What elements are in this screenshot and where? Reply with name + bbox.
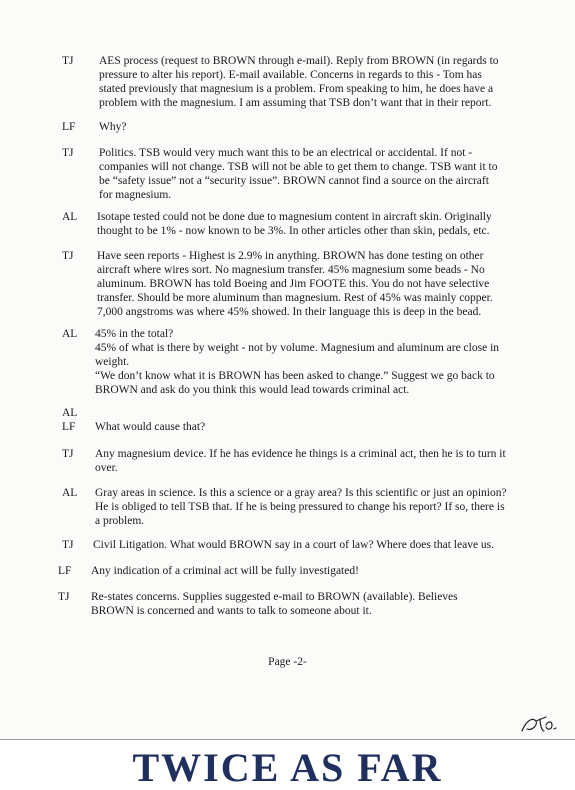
entry-text (95, 420, 507, 434)
entry-text (93, 538, 513, 552)
entry-text (91, 590, 471, 618)
speaker-label: AL LF (62, 407, 78, 433)
entry-paragraph: 45% in the total? (95, 328, 174, 340)
entry-paragraph: Isotape tested could not be done due to magnesium content in aircraft skin. Originally thought to be 1% - now known to be 3%. In other articles other than skin, pedals, etc. (97, 211, 492, 237)
speaker-label: TJ (62, 539, 74, 551)
speaker-label: TJ (62, 55, 74, 67)
entry-paragraph: Have seen reports - Highest is 2.9% in anything. BROWN has done testing on other aircraft where wires sort. No magnesium transfer. 45% magnesium some beads - No aluminum. BROWN has told Boeing and Jim FOOTE this. You do not have selective transfer. Should be more aluminum than magnesium. Rest of 45% was mainly copper. 7,000 angstroms was where 45% showed. In their language this is deep in the bead. (97, 250, 493, 318)
speaker-label: AL (62, 211, 78, 223)
speaker-label: AL (62, 487, 78, 499)
entry-paragraph: “We don’t know what it is BROWN has been asked to change.” Suggest we go back to BROWN and ask do you think this would lead towards criminal act. (95, 370, 495, 396)
entry-paragraph: Civil Litigation. What would BROWN say in a court of law? Where does that leave us. (93, 539, 495, 551)
speaker-label: AL (62, 328, 78, 340)
entry-paragraph: Politics. TSB would very much want this to be an electrical or accidental. If not - companies will not change. TSB will not be able to get them to change. TSB want it to be “safety issue” not a “security issue”. BROWN cannot find a source on the aircraft for magnesium. (99, 147, 498, 201)
entry-paragraph: Re-states concerns. Supplies suggested e-mail to BROWN (available). Believes BROWN is concerned and wants to talk to someone about it. (91, 591, 458, 617)
speaker-label: LF (62, 121, 76, 133)
entry-paragraph: Why? (99, 121, 127, 133)
entry-paragraph: What would cause that? (95, 421, 206, 433)
entry-text (99, 120, 511, 134)
speaker-label: TJ (58, 591, 70, 603)
entry-text (97, 249, 503, 319)
page-number: Page -2- (268, 656, 307, 668)
entry-paragraph: Gray areas in science. Is this a science or a gray area? Is this scientific or just an opinion? He is obliged to tell TSB that. If he is being pressured to change his report? If so, there is a problem. (95, 487, 507, 527)
speaker-label: LF (58, 565, 72, 577)
entry-text (95, 447, 507, 475)
handwritten-initials (518, 711, 568, 737)
entry-text (91, 564, 511, 578)
speaker-label: TJ (62, 448, 74, 460)
entry-paragraph: Any indication of a criminal act will be fully investigated! (91, 565, 359, 577)
entry-text (99, 146, 504, 202)
entry-text (99, 54, 504, 110)
entry-text (95, 327, 507, 397)
entry-text (97, 210, 509, 238)
speaker-label: TJ (62, 147, 74, 159)
entry-text (95, 486, 507, 528)
banner-text: TWICE AS FAR (132, 745, 443, 790)
entry-paragraph: Any magnesium device. If he has evidence he things is a criminal act, then he is to turn it over. (95, 448, 506, 474)
banner (0, 740, 575, 790)
entry-paragraph: 45% of what is there by weight - not by volume. Magnesium and aluminum are close in weight. (95, 342, 500, 368)
speaker-label: TJ (62, 250, 74, 262)
entry-paragraph: AES process (request to BROWN through e-mail). Reply from BROWN (in regards to pressure to alter his report). E-mail available. Concerns in regards to this - Tom has stated previously that magnesium is a problem. From speaking to him, he does have a problem with the magnesium. I am assuming that TSB don’t want that in their report. (99, 55, 499, 109)
